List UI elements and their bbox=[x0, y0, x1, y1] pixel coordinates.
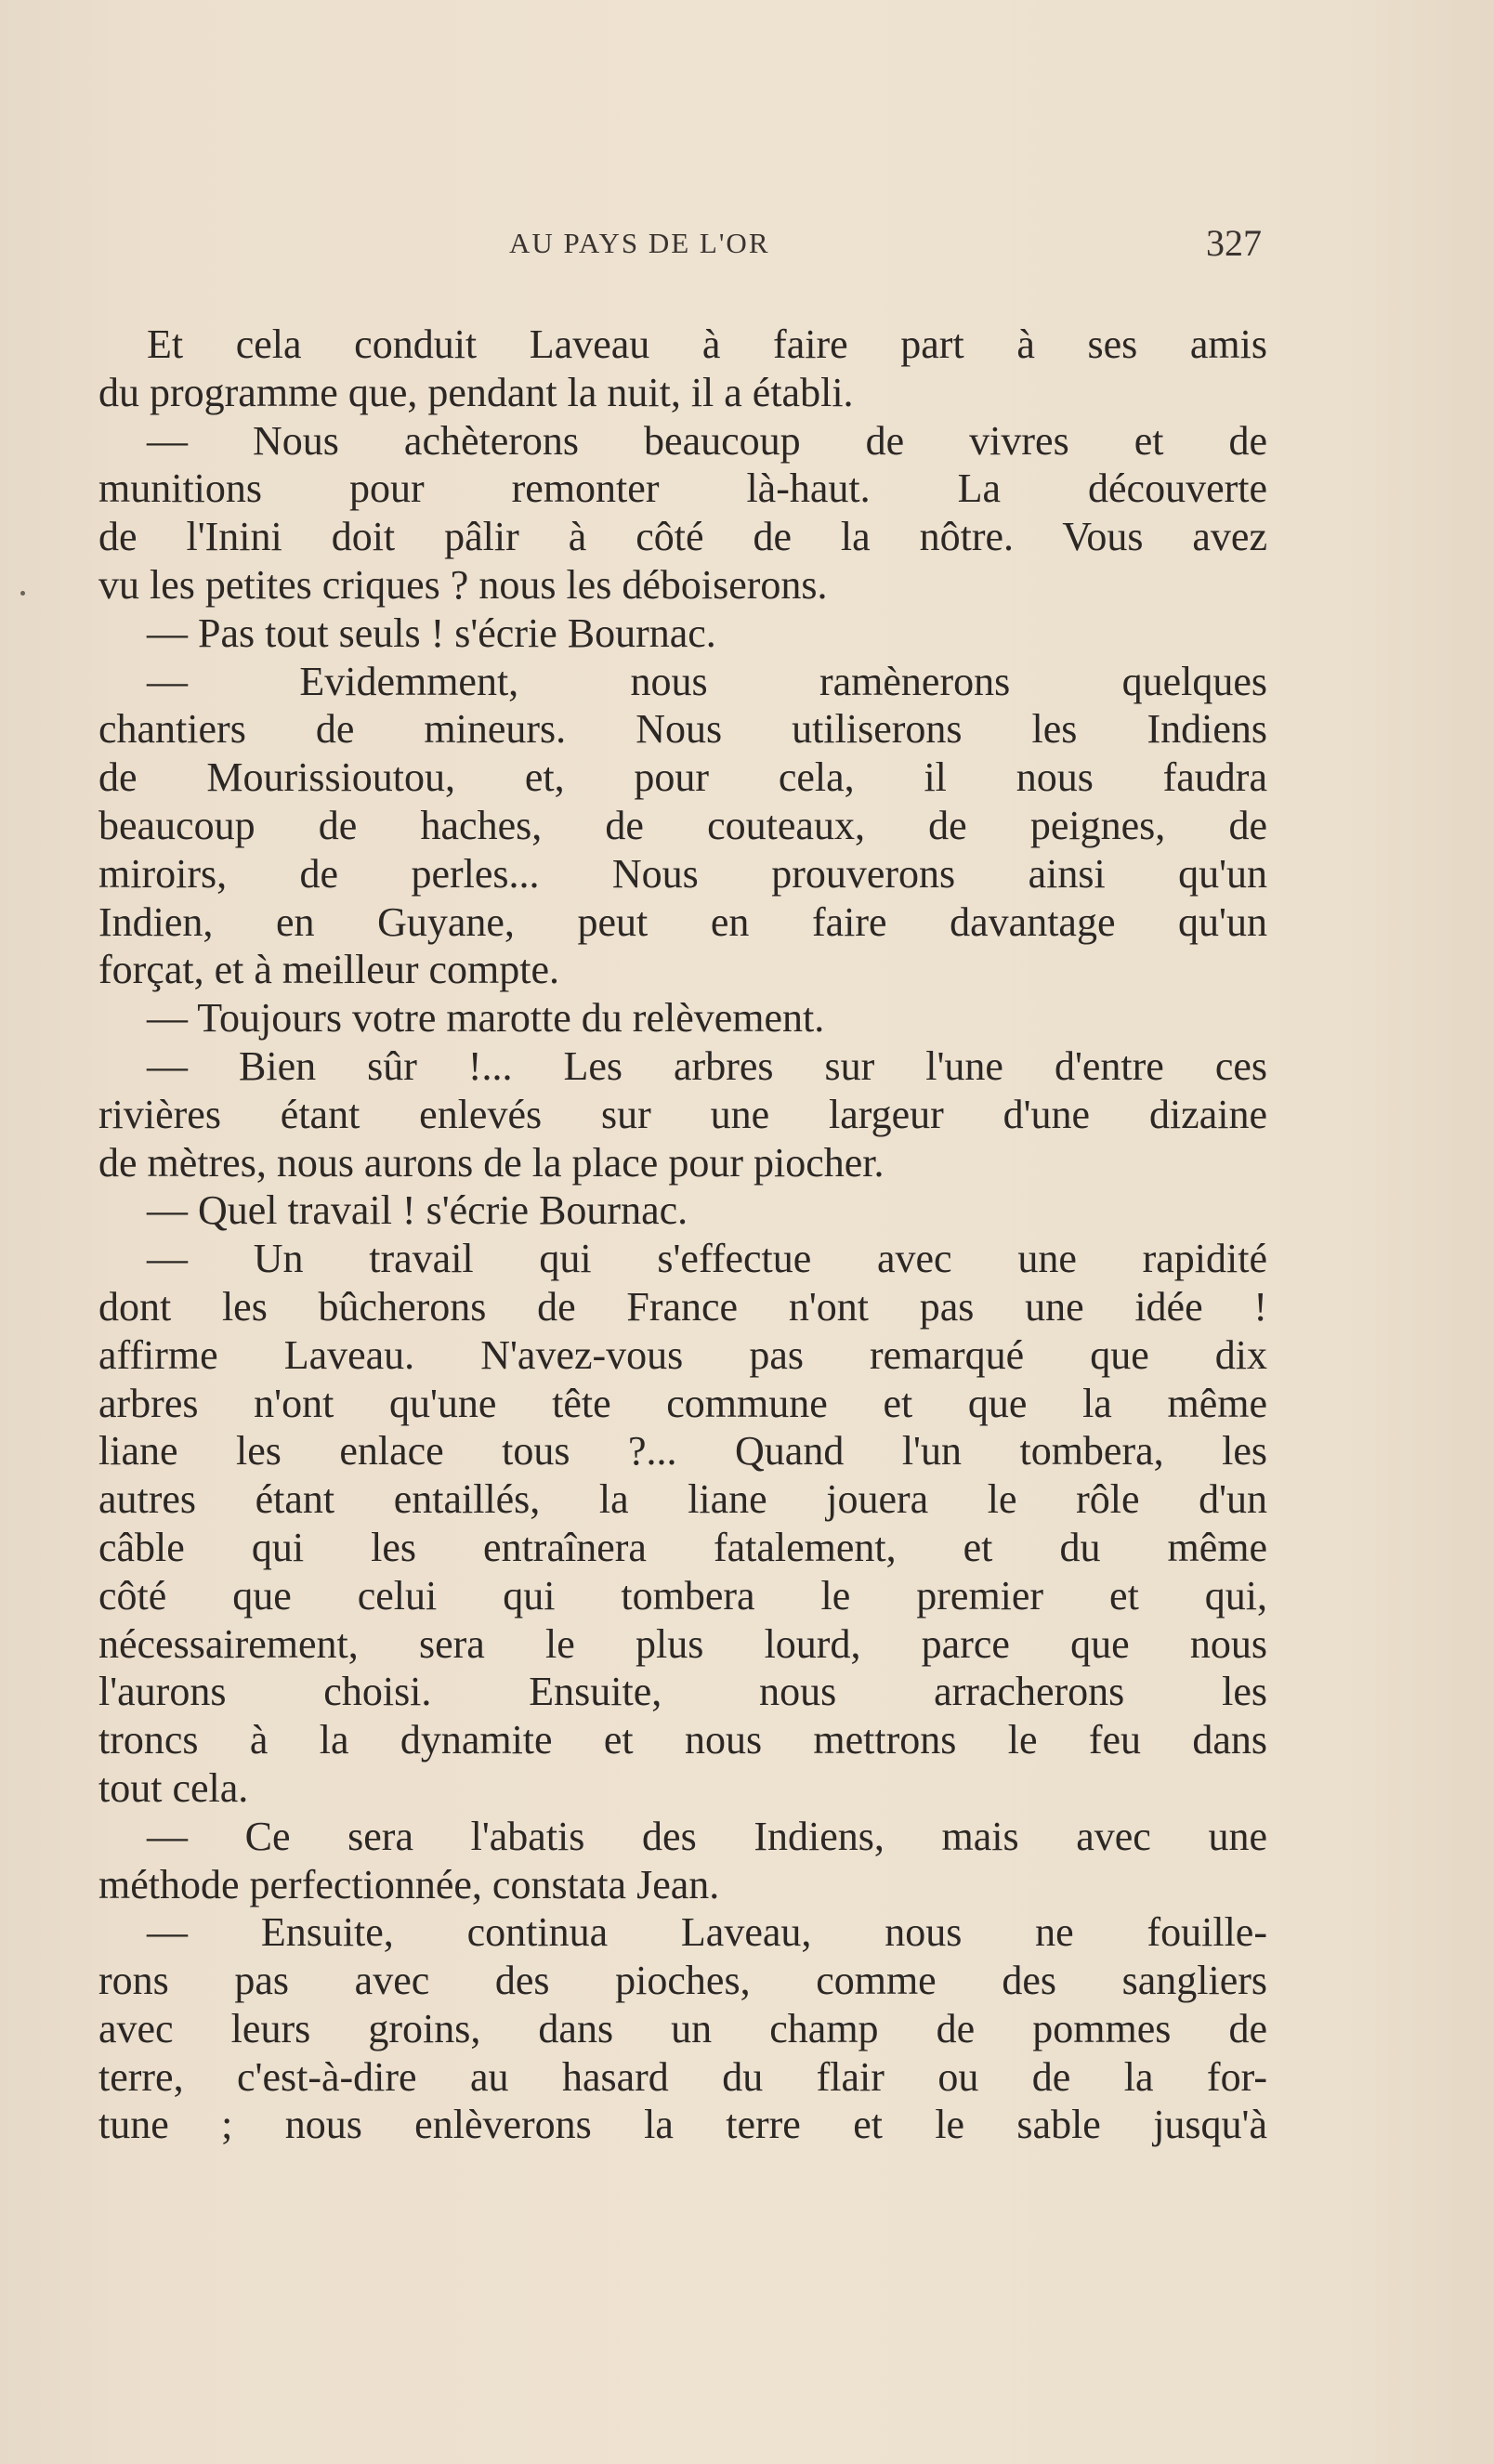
page-header bbox=[100, 221, 1262, 268]
page-number: 327 bbox=[1206, 222, 1262, 264]
text-line: de l'Inini doit pâlir à côté de la nôtre. Vous avez bbox=[98, 514, 1267, 560]
text-line: beaucoup de haches, de couteaux, de peignes, de bbox=[98, 802, 1267, 848]
text-line: de mètres, nous aurons de la place pour piocher. bbox=[98, 1139, 885, 1186]
text-line: du programme que, pendant la nuit, il a établi. bbox=[98, 369, 854, 415]
text-line: miroirs, de perles... Nous prouverons ainsi qu'un bbox=[98, 850, 1267, 897]
text-line: — Quel travail ! s'écrie Bournac. bbox=[147, 1187, 688, 1234]
text-line: — Ce sera l'abatis des Indiens, mais avec une bbox=[147, 1813, 1267, 1859]
text-line: dont les bûcherons de France n'ont pas une idée ! bbox=[98, 1283, 1267, 1330]
text-line: nécessairement, sera le plus lourd, parce que nous bbox=[98, 1620, 1267, 1667]
text-line: troncs à la dynamite et nous mettrons le feu dans bbox=[98, 1717, 1267, 1763]
text-line: Et cela conduit Laveau à faire part à ses amis bbox=[147, 321, 1267, 367]
text-line: l'aurons choisi. Ensuite, nous arracherons les bbox=[98, 1669, 1267, 1715]
body-text bbox=[98, 321, 1267, 2149]
text-line: chantiers de mineurs. Nous utiliserons les Indiens bbox=[98, 706, 1267, 753]
margin-speck bbox=[20, 591, 25, 596]
text-line: — Toujours votre marotte du relèvement. bbox=[147, 995, 825, 1042]
text-line: vu les petites criques ? nous les déboiserons. bbox=[98, 561, 828, 608]
text-line: — Pas tout seuls ! s'écrie Bournac. bbox=[147, 609, 716, 656]
text-line: — Evidemment, nous ramènerons quelques bbox=[147, 658, 1267, 704]
text-line: liane les enlace tous ?... Quand l'un tombera, les bbox=[98, 1428, 1267, 1474]
text-line: tune ; nous enlèverons la terre et le sable jusqu'à bbox=[98, 2102, 1267, 2148]
text-line: côté que celui qui tombera le premier et qui, bbox=[98, 1572, 1267, 1619]
text-line: — Ensuite, continua Laveau, nous ne fouille- bbox=[147, 1909, 1267, 1956]
text-line: terre, c'est-à-dire au hasard du flair ou de la for- bbox=[98, 2053, 1267, 2100]
text-line: autres étant entaillés, la liane jouera le rôle d'un bbox=[98, 1476, 1267, 1523]
text-line: munitions pour remonter là-haut. La découverte bbox=[98, 465, 1267, 512]
running-title: AU PAYS DE L'OR bbox=[509, 227, 770, 259]
text-line: affirme Laveau. N'avez-vous pas remarqué que dix bbox=[98, 1331, 1267, 1378]
text-line: forçat, et à meilleur compte. bbox=[98, 947, 559, 993]
text-line: de Mourissioutou, et, pour cela, il nous faudra bbox=[98, 754, 1267, 801]
text-line: — Un travail qui s'effectue avec une rapidité bbox=[147, 1236, 1267, 1282]
text-line: — Bien sûr !... Les arbres sur l'une d'entre ces bbox=[147, 1042, 1267, 1089]
text-line: — Nous achèterons beaucoup de vivres et de bbox=[147, 417, 1267, 464]
text-line: tout cela. bbox=[98, 1764, 249, 1811]
text-line: méthode perfectionnée, constata Jean. bbox=[98, 1861, 720, 1907]
text-line: avec leurs groins, dans un champ de pommes de bbox=[98, 2005, 1267, 2051]
text-line: rivières étant enlevés sur une largeur d'une dizaine bbox=[98, 1091, 1267, 1137]
text-line: câble qui les entraînera fatalement, et du même bbox=[98, 1524, 1267, 1570]
text-line: Indien, en Guyane, peut en faire davantage qu'un bbox=[98, 898, 1267, 945]
text-line: rons pas avec des pioches, comme des sangliers bbox=[98, 1958, 1267, 2004]
text-line: arbres n'ont qu'une tête commune et que la même bbox=[98, 1380, 1267, 1426]
